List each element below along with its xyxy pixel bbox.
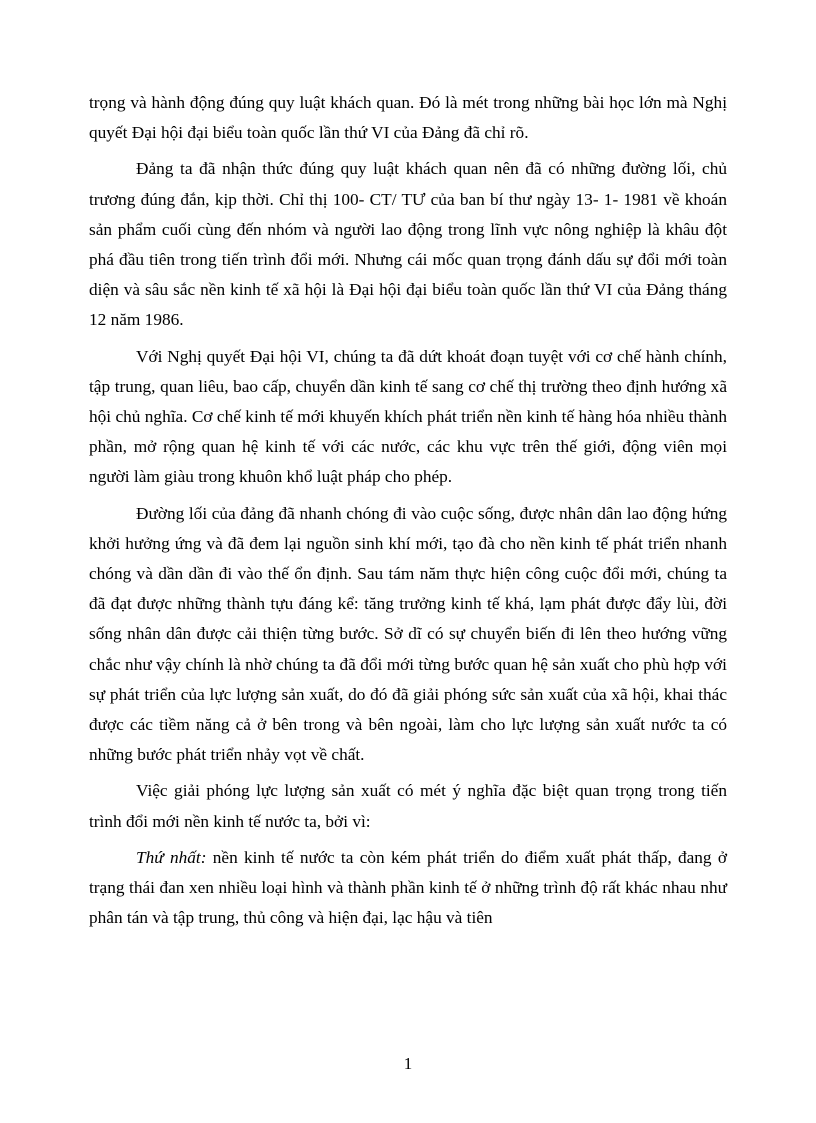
body-text — [89, 88, 727, 933]
paragraph-6 — [89, 843, 727, 934]
paragraph-6-text: nền kinh tế nước ta còn kém phát triển do điểm xuất phát thấp, đang ở trạng thái đan xen nhiều loại hình và thành phần kinh tế ở những trình độ rất khác nhau như phân tán và tập trung, thủ công và hiện đại, lạc hậu và tiên — [89, 847, 727, 928]
paragraph-3: Với Nghị quyết Đại hội VI, chúng ta đã dứt khoát đoạn tuyệt với cơ chế hành chính, tập trung, quan liêu, bao cấp, chuyển dần kinh tế sang cơ chế thị trường theo định hướng xã hội chủ nghĩa. Cơ chế kinh tế mới khuyến khích phát triển nền kinh tế hàng hóa nhiều thành phần, mở rộng quan hệ kinh tế với các nước, các khu vực trên thế giới, động viên mọi người làm giàu trong khuôn khổ luật pháp cho phép. — [89, 346, 727, 487]
paragraph-2: Đảng ta đã nhận thức đúng quy luật khách quan nên đã có những đường lối, chủ trương đúng đắn, kịp thời. Chỉ thị 100- CT/ TƯ của ban bí thư ngày 13- 1- 1981 về khoán sản phẩm cuối cùng đến nhóm và người lao động trong lĩnh vực nông nghiệp là khâu đột phá đầu tiên trong tiến trình đổi mới. Nhưng cái mốc quan trọng đánh dấu sự đổi mới toàn diện và sâu sắc nền kinh tế xã hội là Đại hội đại biểu toàn quốc lần thứ VI của Đảng tháng 12 năm 1986. — [89, 159, 727, 330]
paragraph-6-lead: Thứ nhất: — [136, 847, 207, 867]
paragraph-4: Đường lối của đảng đã nhanh chóng đi vào cuộc sống, được nhân dân lao động hứng khởi hưởng ứng và đã đem lại nguồn sinh khí mới, tạo đà cho nền kinh tế phát triển nhanh chóng và dần dần đi vào thế ổn định. Sau tám năm thực hiện công cuộc đổi mới, chúng ta đã đạt được những thành tựu đáng kể: tăng trưởng kinh tế khá, lạm phát được đẩy lùi, đời sống nhân dân được cải thiện từng bước. Sở dĩ có sự chuyển biến đi lên theo hướng vững chắc như vậy chính là nhờ chúng ta đã đổi mới từng bước quan hệ sản xuất cho phù hợp với sự phát triển của lực lượng sản xuất, do đó đã giải phóng sức sản xuất của xã hội, khai thác được các tiềm năng cả ở bên trong và bên ngoài, làm cho lực lượng sản xuất nước ta có những bước phát triển nhảy vọt về chất. — [89, 503, 727, 765]
paragraph-5: Việc giải phóng lực lượng sản xuất có mét ý nghĩa đặc biệt quan trọng trong tiến trình đổi mới nền kinh tế nước ta, bởi vì: — [89, 781, 727, 831]
page-number: 1 — [403, 1054, 413, 1073]
paragraph-1: trọng và hành động đúng quy luật khách quan. Đó là mét trong những bài học lớn mà Nghị quyết Đại hội đại biểu toàn quốc lần thứ VI của Đảng đã chỉ rõ. — [89, 93, 727, 143]
